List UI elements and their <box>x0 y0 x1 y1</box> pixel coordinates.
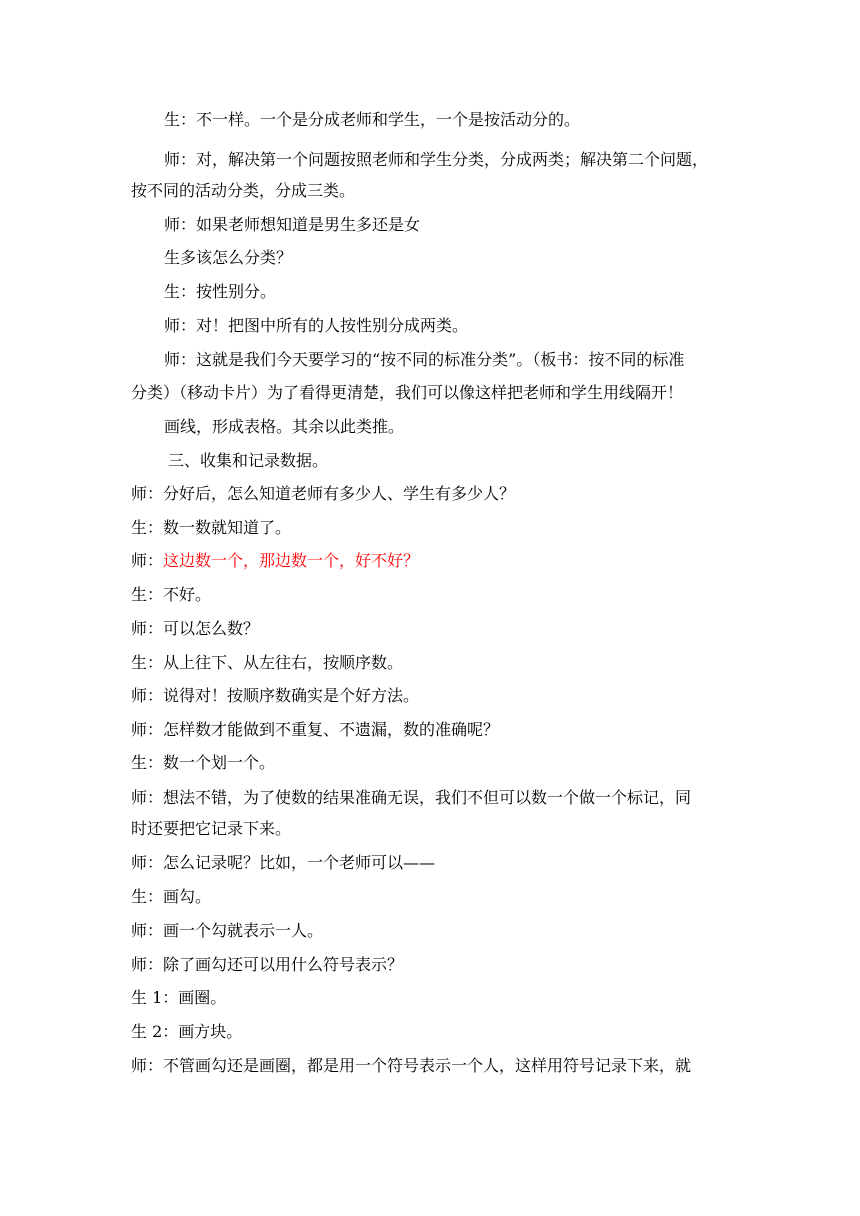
paragraph-teacher-13: 师：除了画勾还可以用什么符号表示？ <box>131 955 404 974</box>
paragraph-student-answer-1: 生：不一样。一个是分成老师和学生，一个是按活动分的。 <box>164 110 581 129</box>
paragraph-student-answer-2: 生：按性别分。 <box>164 282 277 301</box>
paragraph-student-answer-7: 生：画勾。 <box>131 887 212 906</box>
paragraph-teacher-2-line-1: 师：如果老师想知道是男生多还是女 <box>164 215 421 234</box>
paragraph-student-answer-6: 生：数一个划一个。 <box>131 753 276 772</box>
speaker-label: 师： <box>131 551 164 570</box>
highlighted-question: 这边数一个，那边数一个，好不好？ <box>163 551 420 570</box>
paragraph-teacher-7: 师：可以怎么数？ <box>131 619 260 638</box>
paragraph-teacher-3: 师：对！把图中所有的人按性别分成两类。 <box>164 316 469 335</box>
paragraph-teacher-1-line-1: 师：对，解决第一个问题按照老师和学生分类，分成两类；解决第二个问题， <box>164 150 709 169</box>
paragraph-student-answer-3: 生：数一数就知道了。 <box>131 518 292 537</box>
section-heading: 三、收集和记录数据。 <box>168 451 329 470</box>
paragraph-student-2-answer: 生 2：画方块。 <box>131 1022 243 1041</box>
paragraph-teacher-11: 师：怎么记录呢？比如，一个老师可以—— <box>131 853 436 872</box>
paragraph-teacher-1-line-2: 按不同的活动分类，分成三类。 <box>131 181 356 200</box>
paragraph-teacher-6 <box>131 551 419 571</box>
paragraph-teacher-4-line-2: 分类）（移动卡片）为了看得更清楚，我们可以像这样把老师和学生用线隔开！ <box>131 383 684 402</box>
paragraph-student-answer-4: 生：不好。 <box>131 585 212 604</box>
paragraph-student-answer-5: 生：从上往下、从左往右，按顺序数。 <box>131 653 404 672</box>
paragraph-teacher-4-line-1: 师：这就是我们今天要学习的“按不同的标准分类”。（板书：按不同的标准 <box>164 350 685 369</box>
paragraph-teacher-14: 师：不管画勾还是画圈，都是用一个符号表示一个人，这样用符号记录下来，就 <box>131 1056 692 1075</box>
paragraph-note: 画线，形成表格。其余以此类推。 <box>164 417 405 436</box>
paragraph-teacher-8: 师：说得对！按顺序数确实是个好方法。 <box>131 686 420 705</box>
paragraph-teacher-10-line-1: 师：想法不错，为了使数的结果准确无误，我们不但可以数一个做一个标记，同 <box>131 788 692 807</box>
paragraph-teacher-12: 师：画一个勾就表示一人。 <box>131 921 324 940</box>
paragraph-teacher-5: 师：分好后，怎么知道老师有多少人、学生有多少人？ <box>131 484 516 503</box>
paragraph-teacher-10-line-2: 时还要把它记录下来。 <box>131 819 292 838</box>
paragraph-teacher-9: 师：怎样数才能做到不重复、不遗漏，数的准确呢？ <box>131 720 500 739</box>
paragraph-teacher-2-line-2: 生多该怎么分类？ <box>164 248 293 267</box>
paragraph-student-1-answer: 生 1：画圈。 <box>131 988 227 1007</box>
